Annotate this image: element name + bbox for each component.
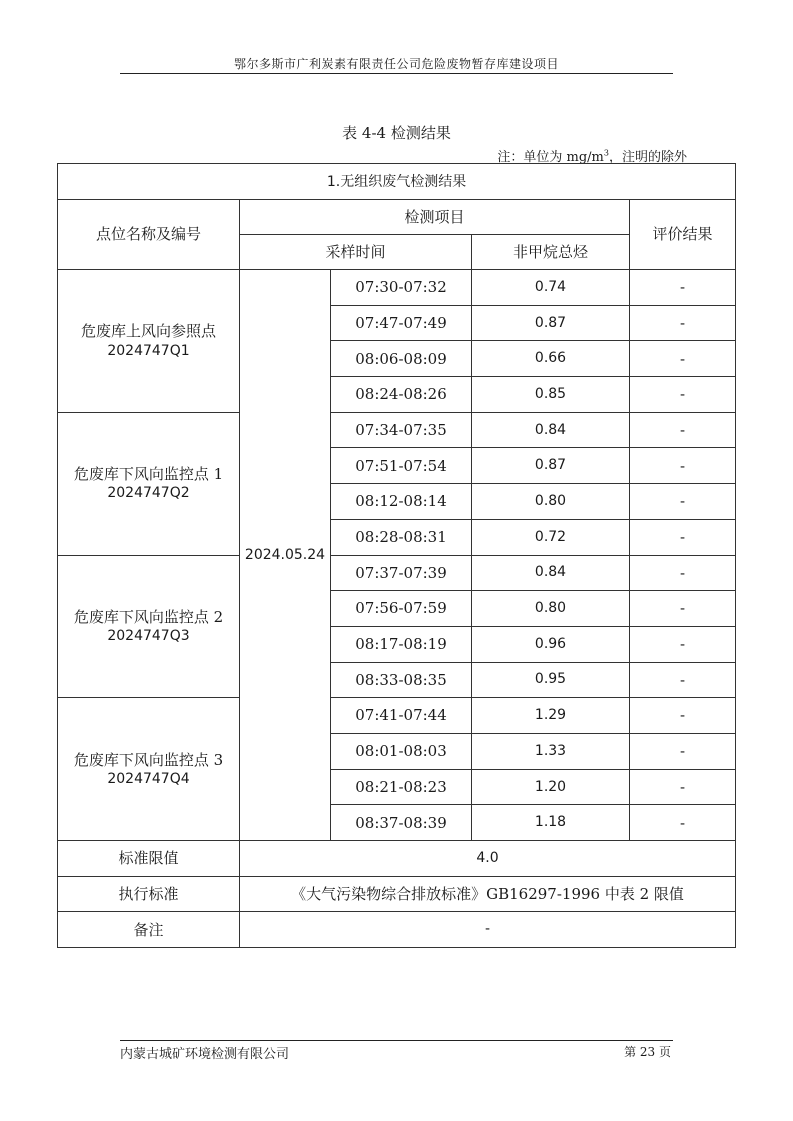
header-eval: 评价结果 [630,200,736,270]
sampling-time: 07:30-07:32 [331,270,472,306]
table-row [58,270,736,306]
limit-label: 标准限值 [58,841,240,877]
nmhc-value: 0.74 [472,270,630,306]
nmhc-value: 0.96 [472,626,630,662]
point-code: 2024747Q2 [107,485,190,502]
footer-page-number: 第 23 页 [624,1045,671,1059]
evaluation-result: - [630,769,736,805]
sampling-time: 07:47-07:49 [331,305,472,341]
nmhc-value: 0.95 [472,662,630,698]
nmhc-value: 1.20 [472,769,630,805]
evaluation-result: - [630,733,736,769]
point-cell [58,412,240,555]
limit-value: 4.0 [240,841,736,877]
nmhc-value: 1.18 [472,805,630,841]
standard-label: 执行标准 [58,876,240,912]
evaluation-result: - [630,305,736,341]
footer-company: 内蒙古城矿环境检测有限公司 [120,1047,290,1062]
unit-note-superscript: 3 [603,148,609,158]
document-header-title: 鄂尔多斯市广利炭素有限责任公司危险废物暂存库建设项目 [233,57,559,71]
nmhc-value: 0.85 [472,377,630,413]
evaluation-result: - [630,698,736,734]
sampling-time: 08:06-08:09 [331,341,472,377]
nmhc-value: 1.29 [472,698,630,734]
header-divider [120,73,673,74]
section-row [58,164,736,200]
point-code: 2024747Q1 [107,342,190,359]
evaluation-result: - [630,555,736,591]
nmhc-value: 0.84 [472,555,630,591]
point-name: 危废库下风向监控点 3 [73,750,224,769]
sampling-time: 08:33-08:35 [331,662,472,698]
nmhc-value: 1.33 [472,733,630,769]
header-point: 点位名称及编号 [58,200,240,270]
header-time: 采样时间 [240,235,472,270]
point-cell [58,555,240,698]
evaluation-result: - [630,484,736,520]
sampling-date: 2024.05.24 [240,270,331,841]
nmhc-value: 0.72 [472,519,630,555]
evaluation-result: - [630,626,736,662]
results-table-body [58,164,736,948]
remark-value: - [240,912,736,948]
remark-label: 备注 [58,912,240,948]
point-code: 2024747Q3 [107,628,190,645]
header-items: 检测项目 [240,200,630,235]
nmhc-value: 0.84 [472,412,630,448]
sampling-time: 08:12-08:14 [331,484,472,520]
unit-note-suffix: ，注明的除外 [608,150,687,165]
table-caption: 表 4-4 检测结果 [342,124,451,142]
nmhc-value: 0.87 [472,448,630,484]
header-row-1 [58,200,736,235]
table-row [58,412,736,448]
sampling-time: 07:56-07:59 [331,591,472,627]
point-name: 危废库下风向监控点 2 [73,607,224,626]
sampling-time: 07:41-07:44 [331,698,472,734]
point-name: 危废库上风向参照点 [80,322,216,341]
evaluation-result: - [630,519,736,555]
sampling-time: 08:37-08:39 [331,805,472,841]
evaluation-result: - [630,412,736,448]
evaluation-result: - [630,805,736,841]
header-nmhc: 非甲烷总烃 [472,235,630,270]
sampling-time: 07:51-07:54 [331,448,472,484]
limit-row [58,841,736,877]
standard-row [58,876,736,912]
sampling-time: 08:01-08:03 [331,733,472,769]
unit-note-prefix: 注：单位为 mg/m [497,150,604,165]
evaluation-result: - [630,662,736,698]
nmhc-value: 0.80 [472,484,630,520]
standard-value: 《大气污染物综合排放标准》GB16297-1996 中表 2 限值 [240,876,736,912]
point-code: 2024747Q4 [107,770,190,787]
sampling-time: 08:28-08:31 [331,519,472,555]
evaluation-result: - [630,341,736,377]
table-row [58,555,736,591]
nmhc-value: 0.80 [472,591,630,627]
sampling-time: 07:34-07:35 [331,412,472,448]
point-name: 危废库下风向监控点 1 [73,465,224,484]
evaluation-result: - [630,377,736,413]
sampling-time: 08:17-08:19 [331,626,472,662]
section-label: 1.无组织废气检测结果 [58,164,736,200]
point-cell [58,698,240,841]
remark-row [58,912,736,948]
nmhc-value: 0.66 [472,341,630,377]
sampling-time: 08:24-08:26 [331,377,472,413]
evaluation-result: - [630,448,736,484]
table-row [58,698,736,734]
sampling-time: 08:21-08:23 [331,769,472,805]
nmhc-value: 0.87 [472,305,630,341]
sampling-time: 07:37-07:39 [331,555,472,591]
evaluation-result: - [630,270,736,306]
evaluation-result: - [630,591,736,627]
results-table [57,163,736,948]
footer-divider [120,1040,673,1041]
point-cell [58,270,240,413]
